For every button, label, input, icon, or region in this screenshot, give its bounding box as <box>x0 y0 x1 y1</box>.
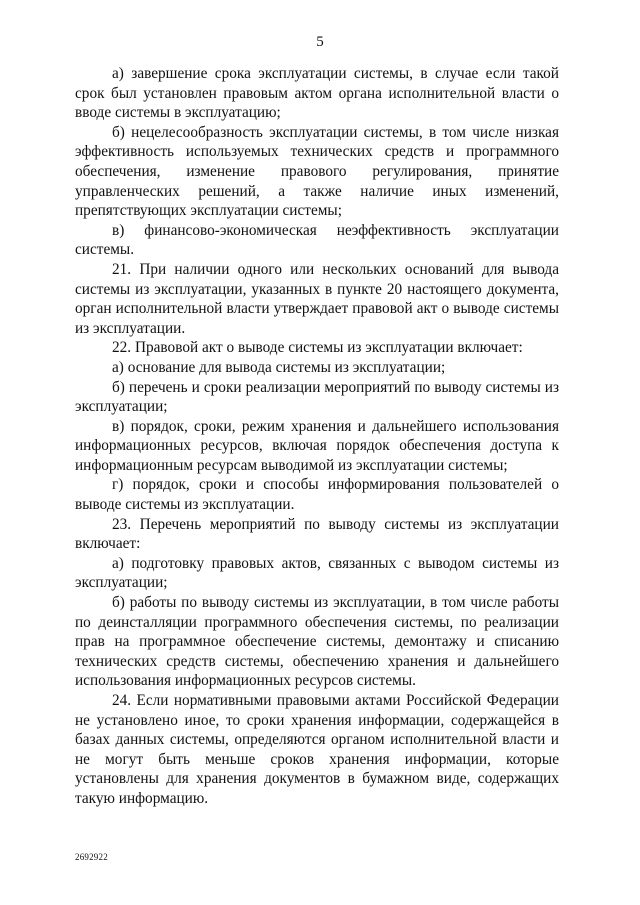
paragraph-22c: в) порядок, сроки, режим хранения и дальнейшего использования информационных ресурсов, включая порядок обеспечения доступа к информационным ресурсам выводимой из эксплуатации системы; <box>75 417 559 474</box>
paragraph-21: 21. При наличии одного или нескольких оснований для вывода системы из эксплуатации, указанных в пункте 20 настоящего документа, орган исполнительной власти утверждает правовой акт о выводе системы из эксплуатации. <box>75 260 559 337</box>
paragraph-22b: б) перечень и сроки реализации мероприятий по выводу системы из эксплуатации; <box>75 378 559 416</box>
paragraph-23: 23. Перечень мероприятий по выводу системы из эксплуатации включает: <box>75 515 559 553</box>
document-body <box>75 64 559 809</box>
paragraph-24: 24. Если нормативными правовыми актами Российской Федерации не установлено иное, то сроки хранения информации, содержащейся в базах данных системы, определяются органом исполнительной власти и не могут быть меньше сроков хранения информации, которые установлены для хранения документов в бумажном виде, содержащих такую информацию. <box>75 692 559 807</box>
page-number: 5 <box>316 34 324 50</box>
document-code: 2692922 <box>75 852 108 862</box>
paragraph-22: 22. Правовой акт о выводе системы из эксплуатации включает: <box>112 339 523 357</box>
paragraph-23b: б) работы по выводу системы из эксплуатации, в том числе работы по деинсталляции программного обеспечения системы, по реализации прав на программное обеспечение системы, демонтажу и списанию технических средств системы, обеспечению хранения и дальнейшего использования информационных ресурсов системы. <box>75 594 559 690</box>
paragraph-20b: б) нецелесообразность эксплуатации системы, в том числе низкая эффективность используемых технических средств и программного обеспечения, изменение правового регулирования, принятие управленческих решений, а также наличие иных изменений, препятствующих эксплуатации системы; <box>75 123 559 220</box>
paragraph-22d: г) порядок, сроки и способы информирования пользователей о выводе системы из эксплуатации. <box>75 476 559 514</box>
paragraph-22a: а) основание для вывода системы из эксплуатации; <box>112 358 446 376</box>
paragraph-23a: а) подготовку правовых актов, связанных с выводом системы из эксплуатации; <box>75 554 559 592</box>
paragraph-20c: в) финансово-экономическая неэффективность эксплуатации системы. <box>75 221 559 259</box>
paragraph-20a: а) завершение срока эксплуатации системы, в случае если такой срок был установлен правовым актом органа исполнительной власти о вводе системы в эксплуатацию; <box>75 65 559 122</box>
